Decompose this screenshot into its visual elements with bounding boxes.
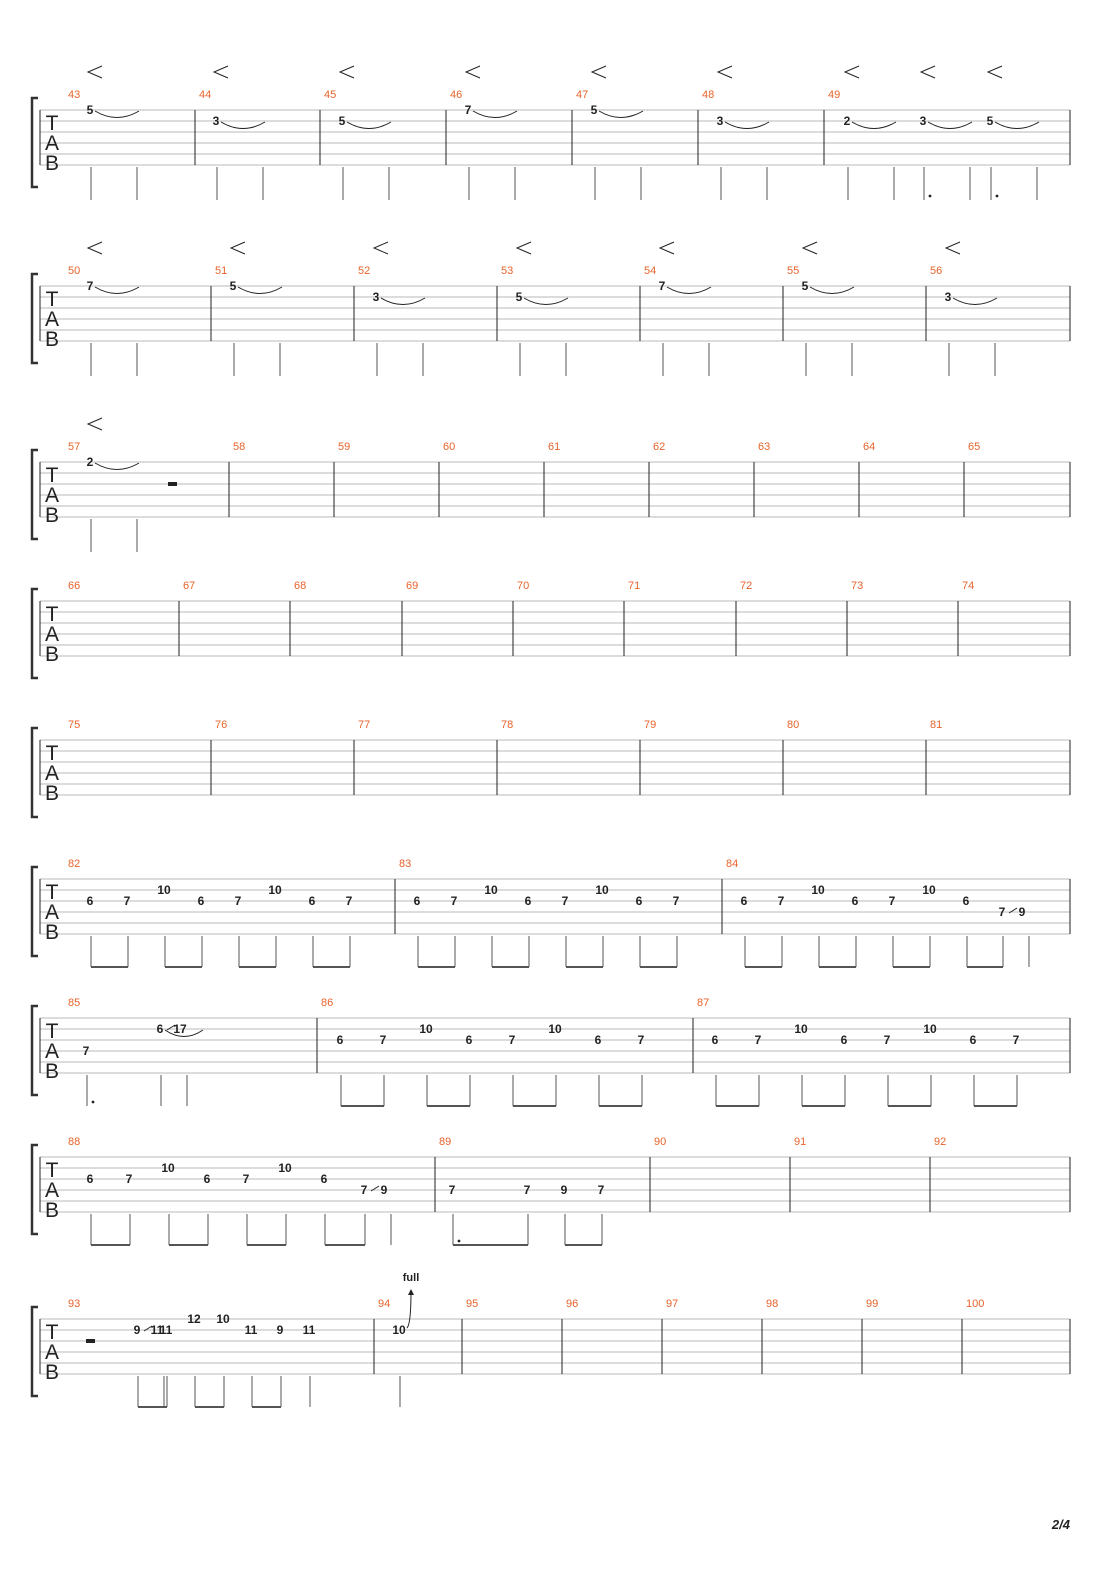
fret-number: 7 (998, 905, 1006, 919)
duration-dot (92, 1101, 95, 1104)
tab-clef-letter: T (45, 288, 59, 311)
fret-number: 2 (843, 114, 851, 128)
measure-number: 65 (968, 441, 981, 453)
fret-number: 6 (86, 894, 94, 908)
fret-number: 7 (464, 103, 472, 117)
system-bracket (32, 1307, 38, 1396)
tab-clef-letter: A (44, 308, 60, 331)
measure-number: 85 (68, 997, 81, 1009)
fret-number: 5 (229, 279, 237, 293)
fret-number: 6 (203, 1172, 211, 1186)
measure-number: 92 (934, 1136, 947, 1148)
crescendo-hairpin (803, 242, 817, 254)
fret-number: 5 (801, 279, 809, 293)
crescendo-hairpin (466, 66, 480, 78)
fret-number: 5 (986, 114, 994, 128)
crescendo-hairpin (921, 66, 935, 78)
fret-number: 6 (851, 894, 859, 908)
fret-number: 6 (197, 894, 205, 908)
measure-number: 86 (321, 997, 334, 1009)
tie-arc (953, 298, 997, 305)
measure-number: 55 (787, 265, 800, 277)
measure-number: 64 (863, 441, 876, 453)
tie-arc (238, 287, 282, 294)
tab-clef-letter: B (44, 1361, 60, 1384)
fret-number: 10 (392, 1323, 406, 1337)
fret-number: 9 (380, 1183, 388, 1197)
fret-number: 7 (242, 1172, 250, 1186)
measure-number: 62 (653, 441, 666, 453)
crescendo-hairpin (88, 242, 102, 254)
fret-number: 6 (740, 894, 748, 908)
fret-number: 10 (268, 883, 282, 897)
fret-number: 9 (560, 1183, 568, 1197)
fret-number: 6 (156, 1022, 164, 1036)
measure-number: 83 (399, 858, 412, 870)
fret-number: 5 (338, 114, 346, 128)
tab-clef-letter: T (45, 881, 59, 904)
fret-number: 3 (944, 290, 952, 304)
tab-clef-letter: B (44, 782, 60, 805)
system-bracket (32, 98, 38, 187)
fret-number: 7 (777, 894, 785, 908)
fret-number: 7 (637, 1033, 645, 1047)
tab-clef-letter: A (44, 623, 60, 646)
system-bracket (32, 450, 38, 539)
tab-clef-letter: A (44, 132, 60, 155)
fret-number: 6 (524, 894, 532, 908)
measure-number: 67 (183, 580, 196, 592)
measure-number: 84 (726, 858, 739, 870)
fret-number: 5 (590, 103, 598, 117)
bend-label: full (402, 1272, 420, 1284)
duration-dot (996, 195, 999, 198)
measure-number: 56 (930, 265, 943, 277)
fret-number: 7 (523, 1183, 531, 1197)
fret-number: 6 (635, 894, 643, 908)
fret-number: 9 (1018, 905, 1026, 919)
tie-arc (221, 122, 265, 129)
tab-clef-letter: T (45, 603, 59, 626)
tab-clef-letter: A (44, 901, 60, 924)
measure-number: 68 (294, 580, 307, 592)
measure-number: 81 (930, 719, 943, 731)
fret-number: 10 (794, 1022, 808, 1036)
bend-arrow (408, 1289, 414, 1295)
page-number: 2/4 (1051, 1517, 1070, 1532)
measure-number: 61 (548, 441, 561, 453)
crescendo-hairpin (374, 242, 388, 254)
measure-number: 50 (68, 265, 81, 277)
measure-number: 97 (666, 1298, 679, 1310)
tab-clef-letter: A (44, 1341, 60, 1364)
fret-number: 10 (419, 1022, 433, 1036)
measure-number: 90 (654, 1136, 667, 1148)
fret-number: 10 (157, 883, 171, 897)
fret-number: 7 (1012, 1033, 1020, 1047)
crescendo-hairpin (592, 66, 606, 78)
fret-number: 7 (123, 894, 131, 908)
crescendo-hairpin (845, 66, 859, 78)
crescendo-hairpin (340, 66, 354, 78)
fret-number: 7 (125, 1172, 133, 1186)
duration-dot (929, 195, 932, 198)
fret-number: 6 (336, 1033, 344, 1047)
fret-number: 6 (320, 1172, 328, 1186)
measure-number: 57 (68, 441, 81, 453)
tab-clef-letter: A (44, 1179, 60, 1202)
measure-number: 73 (851, 580, 864, 592)
measure-number: 96 (566, 1298, 579, 1310)
measure-number: 74 (962, 580, 975, 592)
fret-number: 2 (86, 455, 94, 469)
tie-arc (995, 122, 1039, 129)
fret-number: 12 (187, 1312, 201, 1326)
fret-number: 3 (716, 114, 724, 128)
measure-number: 95 (466, 1298, 479, 1310)
duration-dot (458, 1240, 461, 1243)
tab-clef-letter: T (45, 1321, 59, 1344)
fret-number: 7 (597, 1183, 605, 1197)
tab-clef-letter: B (44, 1199, 60, 1222)
fret-number: 10 (484, 883, 498, 897)
fret-number: 6 (465, 1033, 473, 1047)
system-bracket (32, 728, 38, 817)
fret-number: 7 (82, 1044, 90, 1058)
measure-number: 69 (406, 580, 419, 592)
fret-number: 3 (372, 290, 380, 304)
measure-number: 52 (358, 265, 371, 277)
measure-number: 76 (215, 719, 228, 731)
tie-arc (852, 122, 896, 129)
fret-number: 7 (888, 894, 896, 908)
tab-clef-letter: T (45, 1020, 59, 1043)
fret-number: 7 (86, 279, 94, 293)
fret-number: 6 (962, 894, 970, 908)
measure-number: 99 (866, 1298, 879, 1310)
tab-clef-letter: B (44, 328, 60, 351)
rest-symbol (86, 1339, 95, 1343)
fret-number: 7 (234, 894, 242, 908)
fret-number: 5 (86, 103, 94, 117)
measure-number: 48 (702, 89, 715, 101)
measure-number: 43 (68, 89, 81, 101)
fret-number: 6 (594, 1033, 602, 1047)
measure-number: 94 (378, 1298, 391, 1310)
fret-number: 10 (161, 1161, 175, 1175)
tie-arc (381, 298, 425, 305)
bend-curve (407, 1291, 411, 1328)
crescendo-hairpin (214, 66, 228, 78)
measure-number: 82 (68, 858, 81, 870)
crescendo-hairpin (946, 242, 960, 254)
fret-number: 3 (919, 114, 927, 128)
tab-clef-letter: T (45, 464, 59, 487)
measure-number: 45 (324, 89, 337, 101)
tie-arc (95, 287, 139, 294)
tie-arc (347, 122, 391, 129)
tie-arc (473, 111, 517, 118)
fret-number: 3 (212, 114, 220, 128)
fret-number: 6 (840, 1033, 848, 1047)
system-bracket (32, 867, 38, 956)
tab-clef-letter: B (44, 643, 60, 666)
fret-number: 7 (508, 1033, 516, 1047)
crescendo-hairpin (88, 66, 102, 78)
fret-number: 11 (302, 1323, 316, 1337)
measure-number: 72 (740, 580, 753, 592)
fret-number: 10 (922, 883, 936, 897)
measure-number: 44 (199, 89, 212, 101)
tab-clef-letter: B (44, 921, 60, 944)
crescendo-hairpin (231, 242, 245, 254)
fret-number: 10 (278, 1161, 292, 1175)
fret-number: 10 (595, 883, 609, 897)
measure-number: 54 (644, 265, 657, 277)
crescendo-hairpin (660, 242, 674, 254)
fret-number: 10 (548, 1022, 562, 1036)
measure-number: 77 (358, 719, 371, 731)
fret-number: 7 (883, 1033, 891, 1047)
measure-number: 79 (644, 719, 657, 731)
tab-clef-letter: T (45, 112, 59, 135)
fret-number: 7 (658, 279, 666, 293)
tie-arc (810, 287, 854, 294)
measure-number: 53 (501, 265, 514, 277)
measure-number: 58 (233, 441, 246, 453)
tab-clef-letter: B (44, 504, 60, 527)
fret-number: 5 (515, 290, 523, 304)
fret-number: 10 (811, 883, 825, 897)
fret-number: 9 (276, 1323, 284, 1337)
tab-clef-letter: T (45, 1159, 59, 1182)
fret-number: 7 (672, 894, 680, 908)
fret-number: 11 (244, 1323, 258, 1337)
fret-number: 7 (360, 1183, 368, 1197)
measure-number: 75 (68, 719, 81, 731)
fret-number: 10 (923, 1022, 937, 1036)
tie-arc (928, 122, 972, 129)
measure-number: 91 (794, 1136, 807, 1148)
fret-number: 6 (969, 1033, 977, 1047)
tab-clef-letter: A (44, 1040, 60, 1063)
measure-number: 88 (68, 1136, 81, 1148)
measure-number: 47 (576, 89, 589, 101)
tie-arc (667, 287, 711, 294)
rest-symbol (168, 482, 177, 486)
fret-number: 7 (754, 1033, 762, 1047)
tab-clef-letter: B (44, 1060, 60, 1083)
system-bracket (32, 1006, 38, 1095)
measure-number: 100 (966, 1298, 985, 1310)
tab-clef-letter: B (44, 152, 60, 175)
measure-number: 98 (766, 1298, 779, 1310)
fret-number: 11 (159, 1323, 173, 1337)
system-bracket (32, 589, 38, 678)
crescendo-hairpin (88, 418, 102, 430)
measure-number: 66 (68, 580, 81, 592)
tie-arc (95, 463, 139, 470)
measure-number: 71 (628, 580, 641, 592)
fret-number: 6 (711, 1033, 719, 1047)
tie-arc (95, 111, 139, 118)
fret-number: 6 (413, 894, 421, 908)
tie-arc (524, 298, 568, 305)
tab-clef-letter: A (44, 484, 60, 507)
measure-number: 51 (215, 265, 228, 277)
crescendo-hairpin (517, 242, 531, 254)
measure-number: 70 (517, 580, 530, 592)
tie-arc (725, 122, 769, 129)
system-bracket (32, 274, 38, 363)
fret-number: 17 (173, 1022, 187, 1036)
tab-clef-letter: T (45, 742, 59, 765)
fret-number: 10 (216, 1312, 230, 1326)
crescendo-hairpin (988, 66, 1002, 78)
tab-clef-letter: A (44, 762, 60, 785)
fret-number: 7 (345, 894, 353, 908)
fret-number: 6 (86, 1172, 94, 1186)
fret-number: 7 (450, 894, 458, 908)
fret-number: 11 (150, 1323, 164, 1337)
measure-number: 60 (443, 441, 456, 453)
measure-number: 49 (828, 89, 841, 101)
measure-number: 63 (758, 441, 771, 453)
fret-number: 9 (133, 1323, 141, 1337)
fret-number: 7 (379, 1033, 387, 1047)
tie-arc (599, 111, 643, 118)
crescendo-hairpin (718, 66, 732, 78)
fret-number: 7 (448, 1183, 456, 1197)
measure-number: 59 (338, 441, 351, 453)
measure-number: 93 (68, 1298, 81, 1310)
system-bracket (32, 1145, 38, 1234)
measure-number: 87 (697, 997, 710, 1009)
fret-number: 6 (308, 894, 316, 908)
measure-number: 78 (501, 719, 514, 731)
fret-number: 7 (561, 894, 569, 908)
measure-number: 89 (439, 1136, 452, 1148)
measure-number: 80 (787, 719, 800, 731)
measure-number: 46 (450, 89, 463, 101)
